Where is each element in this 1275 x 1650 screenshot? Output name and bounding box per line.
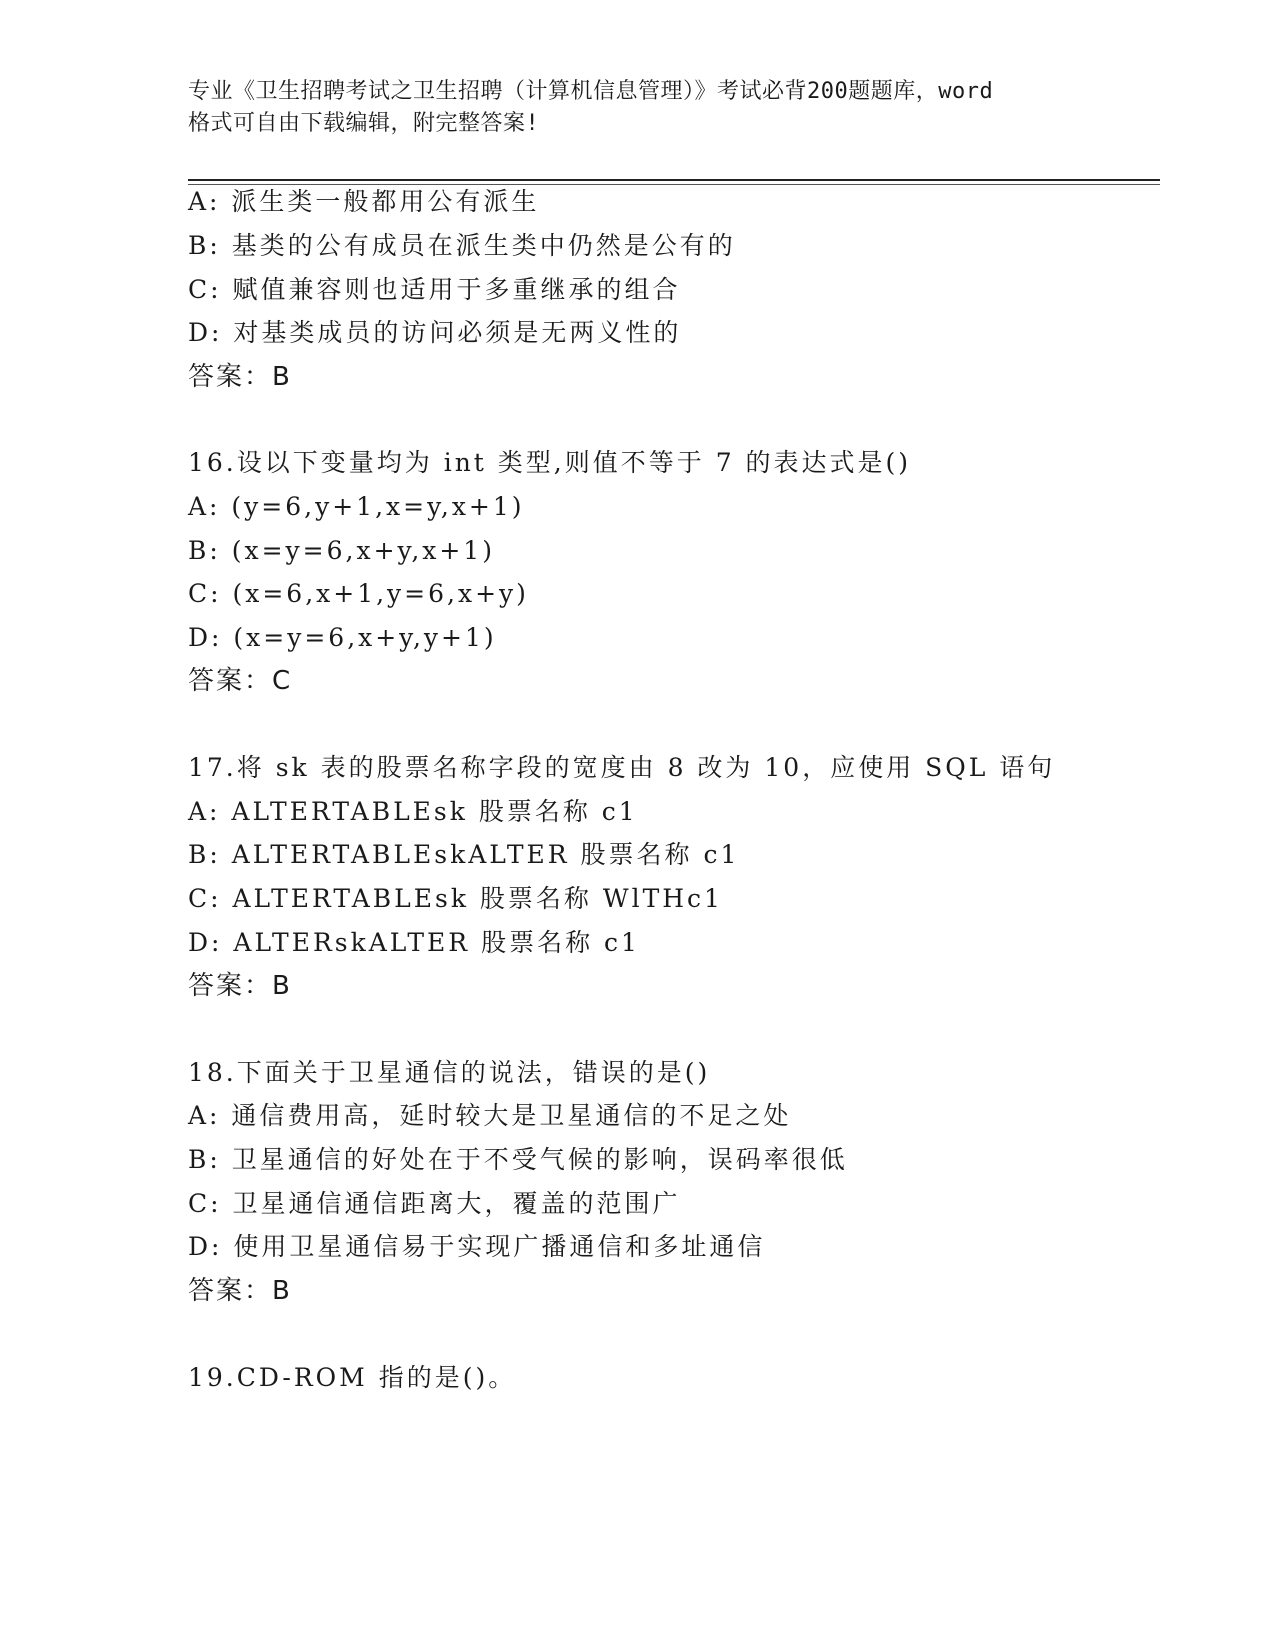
q16-answer: 答案：C (188, 666, 293, 696)
q18-option-b: B: 卫星通信的好处在于不受气候的影响，误码率很低 (188, 1145, 848, 1174)
q18-answer: 答案：B (188, 1276, 292, 1306)
q15-option-d: D: 对基类成员的访问必须是无两义性的 (188, 318, 682, 347)
q15-option-b: B: 基类的公有成员在派生类中仍然是公有的 (188, 231, 736, 260)
q17-stem: 17.将 sk 表的股票名称字段的宽度由 8 改为 10，应使用 SQL 语句 (188, 753, 1056, 782)
q17-option-c: C: ALTERTABLEsk 股票名称 WlTHc1 (188, 884, 723, 913)
header-divider-thin (188, 184, 1160, 185)
document-header (188, 76, 1088, 140)
q18-option-d: D: 使用卫星通信易于实现广播通信和多址通信 (188, 1232, 766, 1261)
q17-option-d: D: ALTERskALTER 股票名称 c1 (188, 928, 640, 957)
q16-option-a: A: (y=6,y+1,x=y,x+1) (188, 492, 525, 521)
q18-option-a: A: 通信费用高，延时较大是卫星通信的不足之处 (188, 1101, 792, 1130)
q17-answer: 答案：B (188, 971, 292, 1001)
header-divider-thick (188, 179, 1160, 181)
q19-stem: 19.CD-ROM 指的是()。 (188, 1363, 517, 1392)
header-line-2: 格式可自由下载编辑，附完整答案! (188, 111, 540, 136)
q16-stem: 16.设以下变量均为 int 类型,则值不等于 7 的表达式是() (188, 448, 912, 477)
q16-option-b: B: (x=y=6,x+y,x+1) (188, 536, 495, 565)
q17-option-a: A: ALTERTABLEsk 股票名称 c1 (188, 797, 638, 826)
q17-option-b: B: ALTERTABLEskALTER 股票名称 c1 (188, 840, 740, 869)
header-line-1: 专业《卫生招聘考试之卫生招聘（计算机信息管理）》考试必背200题题库，word (188, 79, 994, 104)
q18-stem: 18.下面关于卫星通信的说法，错误的是() (188, 1058, 711, 1087)
q15-option-a: A: 派生类一般都用公有派生 (188, 187, 540, 216)
q16-option-c: C: (x=6,x+1,y=6,x+y) (188, 579, 529, 608)
q15-answer: 答案：B (188, 362, 292, 392)
q18-option-c: C: 卫星通信通信距离大，覆盖的范围广 (188, 1189, 681, 1218)
q16-option-d: D: (x=y=6,x+y,y+1) (188, 623, 497, 652)
q15-option-c: C: 赋值兼容则也适用于多重继承的组合 (188, 275, 681, 304)
